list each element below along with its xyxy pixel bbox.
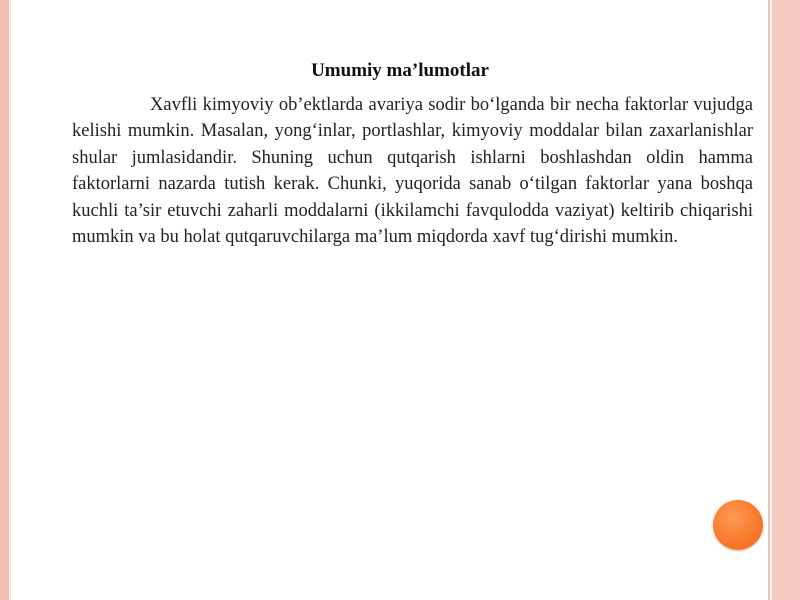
left-decorative-line <box>10 0 11 600</box>
right-decorative-line <box>768 0 770 600</box>
left-decorative-bar <box>0 0 9 600</box>
slide-title: Umumiy ma’lumotlar <box>311 60 489 81</box>
right-decorative-bar <box>772 0 800 600</box>
orange-circle-decoration <box>713 500 763 550</box>
slide-body-paragraph: Xavfli kimyoviy ob’ektlarda avariya sodir bo‘lganda bir necha faktorlar vujudga kelishi mumkin. Masalan, yong‘inlar, portlashlar, kimyoviy moddalar bilan zaxarlanishlar shular jumlasidandir. Shuning uchun qutqarish ishlarni boshlashdan oldin hamma faktorlarni nazarda tutish kerak. Chunki, yuqorida sanab o‘tilgan faktorlar yana boshqa kuchli ta’sir etuvchi zaharli moddalarni (ikkilamchi favqulodda vaziyat) keltirib chiqarishi mumkin va bu holat qutqaruvchilarga ma’lum miqdorda xavf tug‘dirishi mumkin. <box>72 95 753 248</box>
